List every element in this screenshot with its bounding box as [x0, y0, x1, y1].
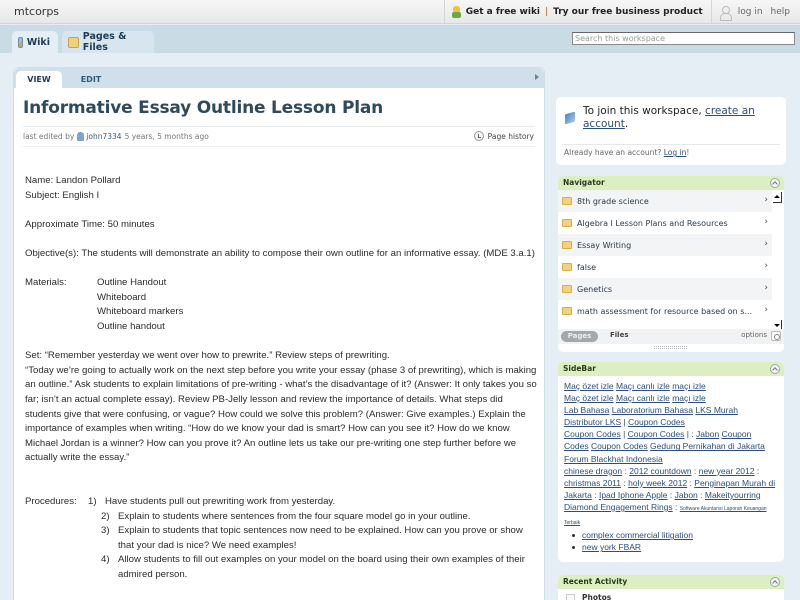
sidebar-link[interactable]: Coupon Codes [628, 417, 685, 428]
sidebar-link[interactable]: christmas 2011 [564, 477, 622, 488]
navigator-item[interactable] [558, 256, 772, 278]
page-body [25, 174, 540, 583]
files-toggle[interactable]: Files [610, 331, 629, 339]
procedures-label: Procedures: [25, 496, 77, 508]
list-item [582, 529, 778, 541]
folder-icon [562, 197, 572, 205]
navigator-widget [558, 176, 784, 352]
view-edit-tabs [14, 68, 544, 88]
resize-grip[interactable] [654, 346, 687, 349]
edited-ago: 5 years, 5 months ago [124, 132, 209, 141]
sidebar-link[interactable]: chinese dragon [564, 465, 623, 476]
sidebar-link[interactable]: Distributor LKS [564, 417, 622, 428]
collapse-icon[interactable] [770, 364, 780, 374]
join-text [583, 105, 783, 131]
tab-pages-files-label: Pages & Files [82, 31, 127, 53]
procedures-section [25, 495, 540, 510]
sidebar-link[interactable]: Software Akuntansi Laporan Keuangan Terbaik [564, 505, 767, 527]
sidebar-link[interactable]: Jabon [696, 429, 720, 440]
procedure-number: 3) [101, 525, 110, 537]
tab-pages-files[interactable] [62, 31, 154, 53]
join-suffix: . [624, 118, 629, 130]
meta-prefix: last edited by [23, 132, 75, 141]
sidebar-link[interactable]: Lab Bahasa [564, 405, 610, 416]
sidebar-bullets [564, 529, 778, 553]
chevron-right-icon[interactable]: › [764, 261, 768, 271]
sidebar-widget [558, 362, 784, 562]
material-item: Whiteboard [97, 291, 147, 303]
top-bar [0, 0, 800, 24]
recent-activity-header [558, 575, 784, 589]
navigator-item-label: Algebra I Lesson Plans and Resources [577, 218, 728, 228]
wiki-icon [18, 37, 23, 48]
gear-icon[interactable] [771, 331, 781, 341]
sidebar-link[interactable]: LKS Murah [695, 405, 738, 416]
sidebar-link[interactable]: Maç özet izle [564, 381, 614, 391]
user-links [712, 6, 800, 19]
recent-activity-label: Photos [582, 593, 612, 600]
procedure-text: Allow students to fill out examples on your model on the board using their own examples of their admired person. [118, 554, 525, 581]
sidebar-link[interactable]: Maçı canlı izle [615, 393, 670, 404]
promo-links [444, 0, 712, 24]
navigator-item[interactable] [558, 234, 772, 256]
recent-activity-widget [558, 575, 784, 600]
navigator-item-label: false [577, 262, 597, 272]
join-prefix: To join this workspace, [583, 105, 702, 117]
top-right-links [444, 0, 800, 24]
try-business-link[interactable]: Try our free business product [553, 7, 703, 17]
navigator-title: Navigator [563, 178, 605, 187]
divider [23, 146, 535, 147]
sidebar-link[interactable]: holy week 2012 [628, 477, 688, 488]
material-item: Outline Handout [97, 277, 167, 289]
procedure-item [101, 510, 540, 525]
navigator-item-label: math assessment for resource based on s... [577, 306, 753, 316]
already-have-account [564, 148, 689, 157]
navigator-item[interactable] [558, 300, 772, 322]
sidebar-link[interactable]: Coupon Codes [590, 441, 648, 452]
time-line: Approximate Time: 50 minutes [25, 218, 155, 230]
sidebar-links: Maç özet izle Maçı canlı izle maçı izle Maç özet izle Maçı canlı izle maçı izle Lab Bahasa Laboratorium Bahasa LKS Murah Distributor LKS | Coupon Codes Coupon Codes | Coupon Codes | : Jabon Coupon Codes Coupon Codes Gedung Pernikahan di Jakarta Forum Blackhat Indonesia chinese dragon : 2012 countdown : new year 2012 : christmas 2011 : holy week 2012 : Penginapan Murah di Jakarta : Ipad Iphone Apple : Jabon : Makeityourring Diamond Engagement Rings : Software Akuntansi Laporan Keuangan Terbaik complex commercial litigation new york FBAR [558, 376, 784, 553]
objective-line: Objective(s): The students will demonstrate an ability to compose their own outline for an informative essay. (MDE 3.a.1) [25, 247, 535, 259]
chevron-right-icon[interactable]: › [764, 239, 768, 249]
materials-label: Materials: [25, 277, 67, 289]
sidebar-link[interactable]: Coupon Codes [627, 429, 685, 440]
expand-arrow-icon[interactable] [535, 74, 539, 80]
sidebar-link[interactable]: maçı izle [672, 393, 706, 404]
separator: | [545, 7, 549, 17]
folder-icon [562, 241, 572, 249]
pages-files-icon [68, 37, 79, 48]
sidebar-link[interactable]: Makeityourring Diamond Engagement Rings [564, 489, 761, 512]
last-edited-info [23, 132, 209, 141]
sidebar-link[interactable]: Coupon Codes [564, 429, 752, 452]
history-clock-icon [474, 131, 484, 141]
search-input[interactable]: Search this workspace [572, 32, 795, 45]
materials-section [25, 276, 540, 291]
procedure-list [25, 510, 540, 583]
sidebar-link[interactable]: maçı izle [672, 381, 706, 391]
navigator-scrollbar[interactable] [773, 192, 782, 331]
sidebar-link[interactable]: Penginapan Murah di Jakarta [564, 477, 776, 500]
divider [562, 144, 780, 145]
page-history-label: Page history [487, 131, 534, 141]
already-suffix: ! [686, 148, 690, 157]
navigator-item-label: Essay Writing [577, 240, 632, 250]
workspace-name[interactable]: mtcorps [14, 5, 60, 18]
tab-edit[interactable]: EDIT [80, 75, 102, 84]
author-link[interactable]: john7334 [86, 132, 122, 141]
navigator-header [558, 176, 784, 190]
navigator-item[interactable] [558, 190, 772, 212]
get-free-wiki-link[interactable]: Get a free wiki [465, 7, 541, 17]
collapse-icon[interactable] [770, 577, 780, 587]
chevron-right-icon[interactable]: › [764, 283, 768, 293]
subject-line: Subject: English I [25, 189, 100, 201]
sidebar-link[interactable]: 2012 countdown [629, 465, 692, 476]
navigator-item-label: Genetics [577, 284, 613, 294]
tab-wiki[interactable] [12, 31, 58, 53]
procedure-number: 1) [88, 496, 97, 508]
material-item: Whiteboard markers [97, 306, 184, 318]
chevron-right-icon[interactable]: › [764, 217, 768, 227]
sidebar-title: SideBar [563, 364, 596, 373]
procedure-item [101, 524, 540, 553]
user-icon [720, 6, 730, 19]
pages-toggle[interactable]: Pages [561, 331, 598, 342]
navigator-footer [558, 329, 784, 344]
set-body: “Today we’re going to actually work on the next step before you write your essay (phase 3 of prewriting), which is making an outline.” Ask students to explain limitations of pre-writing - what’s the disadvantage of it? (Answer: It only takes you so far; isn’t an actual complete essay). Review PB-Jelly lesson and review the importance of details. What steps did students give that were confusing, or vague? How could we solve this problem? (Answer: Give examples.) Explain the importance of examples when writing. “How do we know your dad is smart? How can you see it? How do we know Michael Jordan is a winner? How can you prove it? An outline lets us take our pre-writing one step further before we actually write the essay.” [25, 364, 537, 464]
procedure-number: 4) [101, 554, 110, 566]
page-history-link[interactable] [474, 131, 534, 141]
sidebar-link[interactable]: complex commercial litigation [582, 530, 694, 541]
recent-activity-title: Recent Activity [563, 577, 628, 586]
tab-wiki-label: Wiki [26, 36, 50, 48]
folder-icon [562, 263, 572, 271]
options-link[interactable]: options [741, 331, 767, 339]
procedure-number: 2) [101, 510, 110, 522]
login-link[interactable]: log in [737, 7, 763, 17]
help-link[interactable]: help [770, 7, 790, 17]
sidebar-link[interactable]: Maçı canlı izle [615, 381, 670, 391]
material-item: Outline handout [97, 320, 165, 332]
already-prefix: Already have an account? [564, 148, 662, 157]
sidebar-link[interactable]: Laboratorium Bahasa [611, 405, 694, 416]
sidebar-link[interactable]: Coupon Codes [564, 429, 621, 440]
navigator-item-label: 8th grade science [577, 196, 649, 206]
name-line: Name: Landon Pollard [25, 175, 121, 186]
set-line: Set: “Remember yesterday we went over how to prewrite.” Review steps of prewriting. [25, 350, 390, 362]
recent-activity-item[interactable] [558, 589, 784, 600]
sidebar-header [558, 362, 784, 376]
log-in-link[interactable]: Log in [663, 148, 687, 157]
main-content-panel [13, 67, 545, 600]
sidebar-link[interactable]: Gedung Pernikahan di Jakarta [650, 441, 765, 452]
join-flag-icon [565, 112, 575, 125]
folder-icon [562, 285, 572, 293]
sidebar-link[interactable]: Jabon [674, 489, 698, 500]
create-account-link[interactable]: create an account [583, 105, 755, 130]
folder-icon [562, 219, 572, 227]
chevron-right-icon[interactable]: › [764, 195, 768, 205]
wikispaces-mascot-icon [451, 6, 462, 18]
procedure-text: Explain to students where sentences from the four square model go in your outline. [118, 510, 471, 522]
sidebar-link[interactable]: Ipad Iphone Apple [598, 489, 668, 500]
scroll-up-icon[interactable] [773, 192, 782, 203]
navigator-item[interactable] [558, 278, 772, 300]
navigator-list [558, 190, 772, 333]
divider [23, 126, 535, 127]
procedure-text: Explain to students that topic sentences now need to be explained. How can you prove or show that your dad is nice? We need examples! [118, 525, 523, 551]
procedure-item [101, 553, 540, 582]
sidebar-link[interactable]: new york FBAR [582, 542, 642, 553]
tab-view[interactable]: VIEW [16, 71, 62, 88]
sidebar-link[interactable]: Maç özet izle [564, 393, 614, 404]
author-user-icon [77, 132, 84, 141]
page-title: Informative Essay Outline Lesson Plan [23, 98, 384, 118]
list-item [582, 541, 778, 553]
sidebar-link[interactable]: Forum Blackhat Indonesia [564, 453, 663, 464]
folder-icon [562, 307, 572, 315]
navigator-item[interactable] [558, 212, 772, 234]
join-workspace-box [556, 97, 786, 165]
document-icon [566, 594, 575, 600]
procedure-text: Have students pull out prewriting work from yesterday. [105, 496, 336, 508]
sidebar-link[interactable]: new year 2012 [698, 465, 755, 476]
collapse-icon[interactable] [770, 178, 780, 188]
chevron-right-icon[interactable]: › [764, 305, 768, 315]
